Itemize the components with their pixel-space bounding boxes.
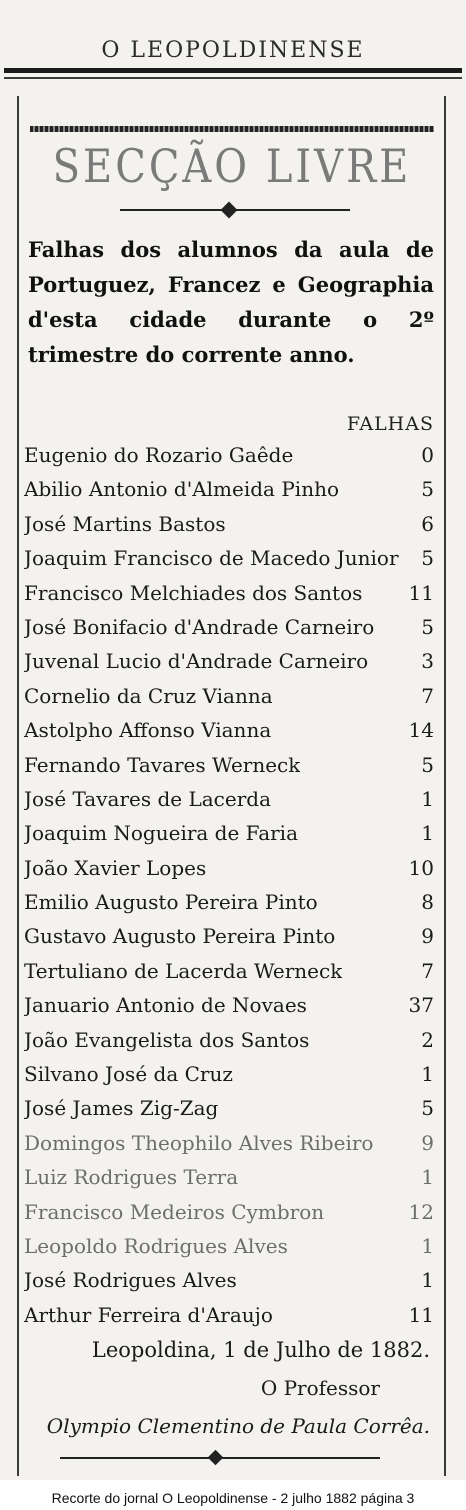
- student-name: Januario Antonio de Novaes: [24, 993, 307, 1018]
- falhas-column-header: FALHAS: [346, 413, 434, 435]
- student-falhas-count: 11: [408, 580, 434, 605]
- student-row: [24, 1028, 434, 1062]
- column-rule-left: [17, 96, 19, 1476]
- student-name: Gustavo Augusto Pereira Pinto: [24, 924, 336, 949]
- masthead-rule-thin: [4, 77, 462, 79]
- student-name: José Rodrigues Alves: [24, 1268, 237, 1293]
- student-row: [24, 581, 434, 615]
- section-title: SECÇÃO LIVRE: [52, 140, 412, 194]
- article-heading: Falhas dos alumnos da aula de Portuguez, Francez e Geographia d'esta cidade durante o 2º trimestre do corrente anno.: [28, 237, 434, 367]
- student-name: José Martins Bastos: [24, 511, 226, 536]
- student-row: [24, 924, 434, 958]
- student-row: [24, 753, 434, 787]
- diamond-ornament-icon: [208, 1450, 224, 1466]
- student-name: Astolpho Affonso Vianna: [24, 718, 272, 743]
- student-falhas-count: 11: [408, 1302, 434, 1327]
- masthead-rule-thick: [4, 68, 462, 73]
- student-name: Eugenio do Rozario Gaêde: [24, 443, 294, 467]
- student-row: [24, 993, 434, 1027]
- student-name: Leopoldo Rodrigues Alves: [24, 1233, 288, 1258]
- student-name: Abilio Antonio d'Almeida Pinho: [24, 477, 339, 502]
- student-row: [24, 477, 434, 511]
- student-name: José Bonifacio d'Andrade Carneiro: [24, 614, 375, 639]
- student-name: Juvenal Lucio d'Andrade Carneiro: [24, 649, 369, 674]
- student-row: [24, 1165, 434, 1199]
- student-name: Cornelio da Cruz Vianna: [24, 683, 273, 708]
- section-ornamental-band: [30, 126, 434, 132]
- student-row: [24, 1268, 434, 1302]
- student-falhas-count: 1: [421, 1268, 434, 1293]
- student-row: [24, 512, 434, 546]
- student-row: [24, 649, 434, 683]
- student-falhas-count: 6: [421, 511, 434, 536]
- student-falhas-count: 5: [421, 477, 434, 502]
- student-row: [24, 1131, 434, 1165]
- student-name: Emilio Augusto Pereira Pinto: [24, 890, 318, 915]
- student-row: [24, 1062, 434, 1096]
- student-name: José Tavares de Lacerda: [24, 786, 271, 811]
- closing-divider-ornament: [60, 1452, 380, 1464]
- student-name: Tertuliano de Lacerda Werneck: [24, 958, 343, 983]
- diamond-ornament-icon: [221, 202, 238, 219]
- student-row: [24, 615, 434, 649]
- student-name: Joaquim Francisco de Macedo Junior: [24, 546, 399, 571]
- professor-signature-name: Olympio Clementino de Paula Corrêa.: [46, 1414, 430, 1438]
- student-falhas-count: 12: [408, 1199, 434, 1224]
- student-name: Luiz Rodrigues Terra: [24, 1165, 239, 1190]
- student-falhas-count: 3: [421, 649, 434, 674]
- student-falhas-count: 1: [421, 1233, 434, 1258]
- student-falhas-count: 9: [421, 1130, 434, 1155]
- student-falhas-count: 7: [421, 683, 434, 708]
- student-falhas-count: 1: [421, 786, 434, 811]
- student-falhas-count: 7: [421, 958, 434, 983]
- student-name: José James Zig-Zag: [24, 1096, 219, 1121]
- student-row: [24, 443, 434, 477]
- student-name: João Xavier Lopes: [24, 855, 207, 880]
- student-name: Francisco Medeiros Cymbron: [24, 1199, 325, 1224]
- student-row: [24, 959, 434, 993]
- student-falhas-count: 0: [421, 443, 434, 467]
- student-falhas-count: 5: [421, 1096, 434, 1121]
- student-row: [24, 546, 434, 580]
- student-falhas-count: 9: [421, 924, 434, 949]
- clipping-caption: Recorte do jornal O Leopoldinense - 2 julho 1882 página 3: [51, 1490, 415, 1506]
- student-name: Fernando Tavares Werneck: [24, 752, 301, 777]
- closing-date-line: Leopoldina, 1 de Julho de 1882.: [91, 1338, 430, 1362]
- student-name: Domingos Theophilo Alves Ribeiro: [24, 1130, 374, 1155]
- student-falhas-count: 1: [421, 821, 434, 846]
- student-falhas-count: 5: [421, 546, 434, 571]
- student-falhas-count: 1: [421, 1062, 434, 1087]
- student-name: Francisco Melchiades dos Santos: [24, 580, 363, 605]
- student-row: [24, 1200, 434, 1234]
- student-name: João Evangelista dos Santos: [24, 1027, 310, 1052]
- student-falhas-count: 2: [421, 1027, 434, 1052]
- student-row: [24, 1096, 434, 1130]
- student-row: [24, 856, 434, 890]
- student-row: [24, 1234, 434, 1268]
- student-row: [24, 821, 434, 855]
- student-falhas-count: 8: [421, 890, 434, 915]
- student-row: [24, 890, 434, 924]
- student-falhas-count: 5: [421, 752, 434, 777]
- student-name: Joaquim Nogueira de Faria: [24, 821, 299, 846]
- newspaper-masthead: O LEOPOLDINENSE: [101, 38, 365, 63]
- student-falhas-count: 37: [408, 993, 434, 1018]
- student-row: [24, 718, 434, 752]
- student-row: [24, 1303, 434, 1337]
- student-name: Arthur Ferreira d'Araujo: [24, 1302, 273, 1327]
- professor-label: O Professor: [260, 1376, 380, 1400]
- student-row: [24, 684, 434, 718]
- student-row: [24, 787, 434, 821]
- student-absence-list: [24, 443, 434, 1337]
- student-falhas-count: 14: [408, 718, 434, 743]
- student-falhas-count: 5: [421, 614, 434, 639]
- student-falhas-count: 1: [421, 1165, 434, 1190]
- student-name: Silvano José da Cruz: [24, 1062, 233, 1087]
- column-rule-right: [444, 96, 446, 1476]
- section-divider-ornament: [120, 204, 350, 216]
- student-falhas-count: 10: [408, 855, 434, 880]
